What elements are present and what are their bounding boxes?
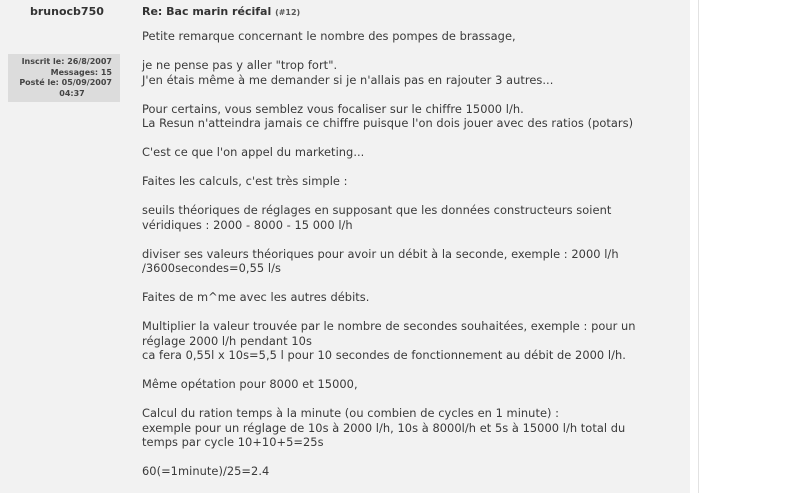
post-author-column — [0, 0, 130, 493]
post-number[interactable]: (#12) — [275, 8, 301, 17]
post-date: Posté le: 05/09/2007 — [19, 78, 112, 87]
right-gutter — [690, 0, 800, 493]
gutter-divider — [698, 0, 699, 493]
post-title[interactable]: Re: Bac marin récifal — [142, 5, 272, 18]
post-content — [142, 5, 682, 479]
author-messages: Messages: 15 — [50, 67, 112, 77]
post-title-row — [142, 5, 682, 23]
author-registered: Inscrit le: 26/8/2007 — [21, 57, 112, 66]
post-body: Petite remarque concernant le nombre des pompes de brassage, je ne pense pas y aller "trop fort". J'en étais même à me demander si je n'allais pas en rajouter 3 autres... Pour certains, vous semblez vous focaliser sur le chiffre 15000 l/h. La Resun n'atteindra jamais ce chiffre puisque l'on dois jouer avec des ratios (potars) C'est ce que l'on appel du marketing... Faites les calculs, c'est très simple : seuils théoriques de réglages en supposant que les données constructeurs soient véridiques : 2000 - 8000 - 15 000 l/h diviser ses valeurs théoriques pour avoir un débit à la seconde, exemple : 2000 l/h /3600secondes=0,55 l/s Faites de m^me avec les autres débits. Multiplier la valeur trouvée par le nombre de secondes souhaitées, exemple : pour un réglage 2000 l/h pendant 10s ca fera 0,55l x 10s=5,5 l pour 10 secondes de fonctionnement au débit de 2000 l/h. Même opétation pour 8000 et 15000, Calcul du ration temps à la minute (ou combien de cycles en 1 minute) : exemple pour un réglage de 10s à 2000 l/h, 10s à 8000l/h et 5s à 15000 l/h total du temps par cycle 10+10+5=25s 60(=1minute)/25=2.4 — [142, 29, 636, 478]
author-info-box — [8, 54, 120, 102]
post-time: 04:37 — [59, 88, 85, 98]
author-name[interactable]: brunocb750 — [30, 5, 104, 18]
